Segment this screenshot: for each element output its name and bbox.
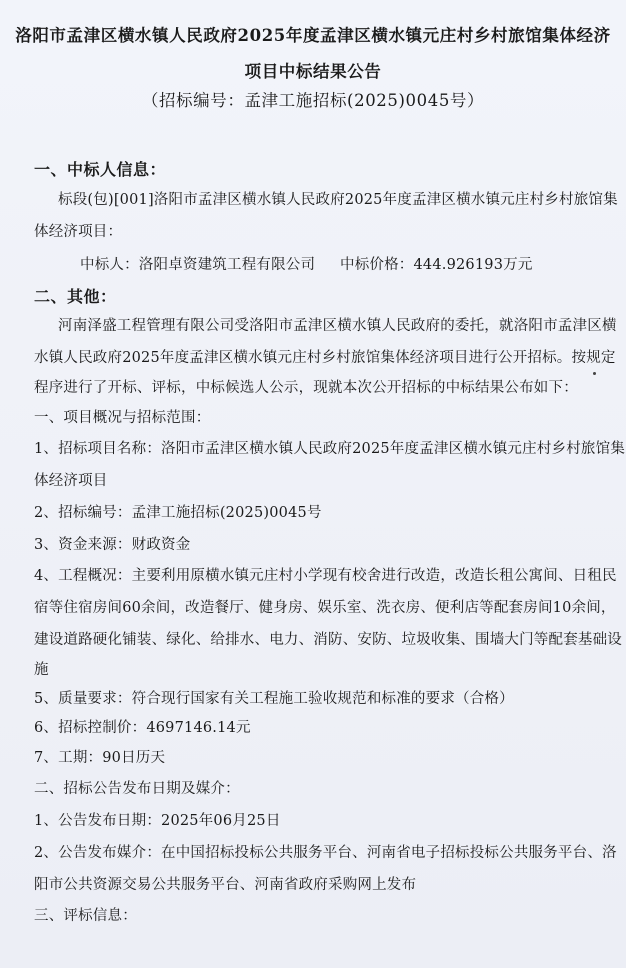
lot-line-1: 标段(包)[001]洛阳市孟津区横水镇人民政府2025年度孟津区横水镇元庄村乡村旅馆集 (58, 192, 618, 208)
winner-price: 中标价格：444.926193万元 (340, 257, 533, 273)
item-3: 3、资金来源：财政资金 (34, 537, 191, 553)
tender-number-line: （招标编号：孟津工施招标(2025)0045号） (141, 91, 485, 110)
publication-media-line-1: 2、公告发布媒介：在中国招标投标公共服务平台、河南省电子招标投标公共服务平台、洛 (34, 845, 617, 861)
subheading-evaluation: 三、评标信息： (34, 908, 137, 924)
item-4-line-3: 建设道路硬化铺装、绿化、给排水、电力、消防、安防、垃圾收集、围墙大门等配套基础设 (34, 632, 622, 648)
title-line-2: 项目中标结果公告 (244, 62, 382, 81)
item-4-line-1: 4、工程概况：主要利用原横水镇元庄村小学现有校舍进行改造，改造长租公寓间、日租民 (34, 568, 617, 584)
winner-name: 中标人：洛阳卓资建筑工程有限公司 (80, 257, 316, 273)
item-6: 6、招标控制价：4697146.14元 (34, 720, 251, 736)
publication-media-line-2: 阳市公共资源交易公共服务平台、河南省政府采购网上发布 (34, 877, 417, 893)
publication-date: 1、公告发布日期：2025年06月25日 (34, 813, 281, 829)
subheading-overview: 一、项目概况与招标范围： (34, 410, 211, 426)
item-7: 7、工期：90日历天 (34, 750, 166, 766)
intro-line-1: 河南泽盛工程管理有限公司受洛阳市孟津区横水镇人民政府的委托，就洛阳市孟津区横 (58, 318, 617, 334)
item-5: 5、质量要求：符合现行国家有关工程施工验收规范和标准的要求（合格） (34, 691, 514, 707)
subheading-publication: 二、招标公告发布日期及媒介： (34, 781, 240, 797)
scan-speck (593, 372, 596, 375)
item-1-line-1: 1、招标项目名称：洛阳市孟津区横水镇人民政府2025年度孟津区横水镇元庄村乡村旅馆集 (34, 441, 626, 457)
item-4-line-2: 宿等住宿房间60余间，改造餐厅、健身房、娱乐室、洗衣房、便利店等配套房间10余间， (34, 600, 616, 616)
lot-line-2: 体经济项目： (34, 224, 123, 240)
item-4-line-4: 施 (34, 662, 49, 678)
section-other-heading: 二、其他： (34, 287, 117, 306)
section-winner-heading: 一、中标人信息： (34, 160, 167, 179)
intro-line-3: 程序进行了开标、评标，中标候选人公示，现就本次公开招标的中标结果公布如下： (34, 380, 578, 396)
item-1-line-2: 体经济项目 (34, 473, 108, 489)
title-line-1: 洛阳市孟津区横水镇人民政府2025年度孟津区横水镇元庄村乡村旅馆集体经济 (15, 26, 611, 45)
intro-line-2: 水镇人民政府2025年度孟津区横水镇元庄村乡村旅馆集体经济项目进行公开招标。按规定 (34, 350, 616, 366)
item-2: 2、招标编号：孟津工施招标(2025)0045号 (34, 505, 322, 521)
